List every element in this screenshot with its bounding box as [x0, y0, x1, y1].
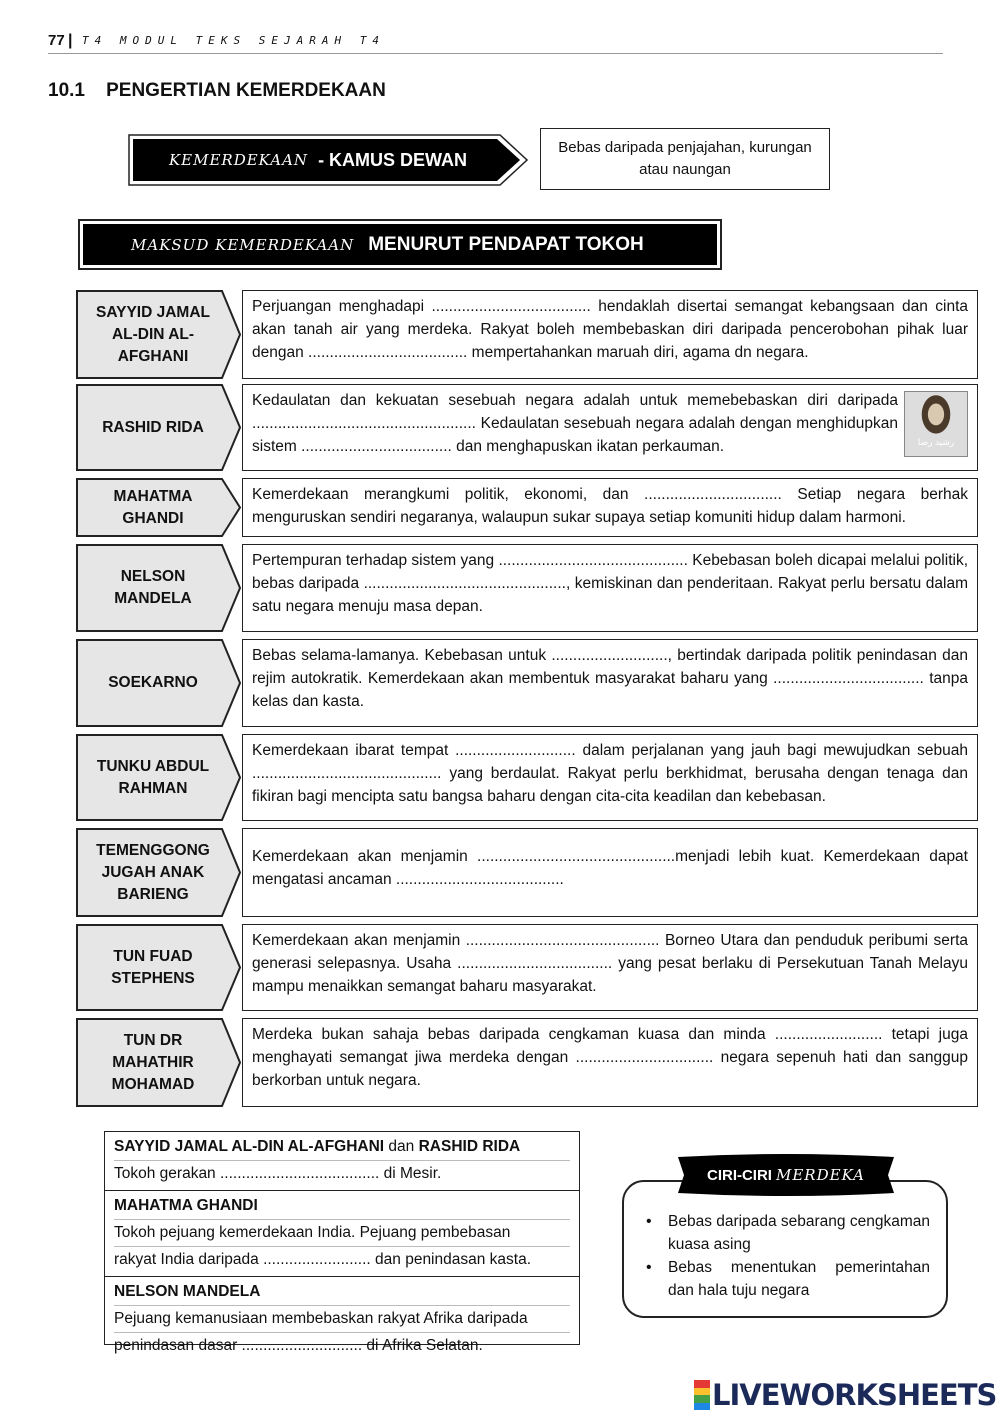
kamus-dewan-arrow	[128, 134, 528, 186]
tokoh-row-jugah	[76, 828, 978, 917]
note-mandela	[105, 1276, 579, 1362]
tokoh-text: Kemerdekaan ibarat tempat ............................ dalam perjalanan yang jauh bagi mewujudkan sebuah ............................................ yang berdaulat. Rakyat perlu berkhidmat, berusaha dengan tenaga dan fikiran bagi mencipta satu bangsa baharu dengan cita-cita keadilan dan kebebasan.	[252, 742, 968, 805]
tokoh-text: Kemerdekaan akan menjamin ............................................. Borneo Utara dan penduduk peribumi serta generasi selepasnya. Usaha .................................... yang pesat berlaku di Persekutuan Tanah Melayu mampu menaikkan semangat baharu masyarakat.	[252, 932, 968, 995]
section-number: 10.1	[48, 80, 85, 101]
tokoh-text: Merdeka bukan sahaja bebas daripada cengkaman kuasa dan minda ......................... tetapi juga menghayati semangat jiwa merdeka dengan ................................ negara sepenuh hati dan sanggup berkorban untuk negara.	[252, 1026, 968, 1089]
tokoh-name: SAYYID JAMAL AL-DIN AL-AFGHANI	[96, 303, 210, 365]
tokoh-description	[242, 734, 978, 821]
tokoh-name: MAHATMA GHANDI	[113, 487, 193, 527]
kamus-script-word: KEMERDEKAAN	[168, 151, 309, 169]
tokoh-row-ghandi	[76, 478, 978, 537]
tokoh-row-tunku	[76, 734, 978, 821]
notes-table	[104, 1131, 580, 1354]
tokoh-name-box	[76, 734, 242, 821]
tokoh-description	[242, 924, 978, 1011]
tokoh-text: Kedaulatan dan kekuatan sesebuah negara adalah untuk memebebaskan diri daripada .................................................... Kedaulatan sesebuah negara adalah dengan menghidupkan sistem ................................... dan menghapuskan ikatan perkauman.	[252, 392, 898, 455]
liveworksheets-watermark	[694, 1378, 996, 1412]
section-heading: PENGERTIAN KEMERDEKAAN	[106, 80, 386, 101]
note-heading: SAYYID JAMAL AL-DIN AL-AFGHANI	[114, 1138, 385, 1155]
tokoh-name-box	[76, 1018, 242, 1107]
tokoh-name: TUN DR MAHATHIR MOHAMAD	[111, 1031, 195, 1093]
maksud-label: MENURUT PENDAPAT TOKOH	[368, 233, 644, 255]
tokoh-name-box	[76, 924, 242, 1011]
note-line: rakyat India daripada ......................... dan penindasan kasta.	[114, 1251, 532, 1268]
note-afghani-rida	[105, 1132, 579, 1190]
tokoh-text: Kemerdekaan merangkumi politik, ekonomi, dan ................................ Setiap negara berhak menguruskan sendiri negaranya, walaupun sukar supaya setiap komuniti hidup dalam harmoni.	[252, 486, 968, 526]
liveworksheets-logo-icon	[694, 1380, 710, 1410]
ciri-label-script: MERDEKA	[775, 1166, 865, 1184]
note-line: Tokoh pejuang kemerdekaan India. Pejuang pembebasan	[114, 1220, 570, 1247]
page-header	[48, 32, 943, 54]
tokoh-description	[242, 290, 978, 379]
maksud-banner	[78, 219, 722, 270]
tokoh-name-box	[76, 384, 242, 471]
tokoh-name: TEMENGGONG JUGAH ANAK BARIENG	[96, 841, 210, 903]
note-heading: RASHID RIDA	[418, 1138, 521, 1155]
tokoh-row-mandela	[76, 544, 978, 632]
tokoh-name: SOEKARNO	[108, 674, 198, 691]
note-ghandi	[105, 1190, 579, 1276]
portrait-caption: رشيد رضا	[917, 437, 955, 447]
tokoh-text: Perjuangan menghadapi ..................................... hendaklah disertai semangat kebangsaan dan cinta akan tanah air yang merdeka. Rakyat boleh membebaskan diri daripada pencerobohan pihak luar dengan ..................................... mempertahankan maruah diri, agama dn negara.	[252, 298, 968, 361]
tokoh-name-box	[76, 544, 242, 632]
ciri-item: • Bebas daripada sebarang cengkaman kuasa asing	[642, 1210, 930, 1256]
tokoh-row-soekarno	[76, 639, 978, 727]
rashid-rida-portrait	[904, 391, 968, 457]
tokoh-name-box	[76, 828, 242, 917]
kamus-definition: Bebas daripada penjajahan, kurungan atau naungan	[540, 128, 830, 190]
tokoh-description	[242, 544, 978, 632]
tokoh-description	[242, 828, 978, 917]
tokoh-text: Kemerdekaan akan menjamin ..............................................menjadi lebih kuat. Kemerdekaan dapat mengatasi ancaman .......................................	[252, 848, 968, 888]
maksud-script-word: MAKSUD KEMERDEKAAN	[131, 235, 355, 254]
tokoh-name: NELSON MANDELA	[114, 568, 192, 607]
tokoh-text: Bebas selama-lamanya. Kebebasan untuk ..........................., bertindak daripada politik penindasan dan rejim autokratik. Kemerdekaan akan membentuk masyarakat baharu yang ................................... tanpa kelas dan kasta.	[252, 647, 968, 710]
tokoh-row-fuad	[76, 924, 978, 1011]
tokoh-name: TUN FUAD STEPHENS	[111, 947, 195, 987]
tokoh-description	[242, 639, 978, 727]
ciri-label-plain: CIRI-CIRI	[706, 1166, 772, 1184]
ciri-list	[642, 1210, 930, 1302]
tokoh-text: Pertempuran terhadap sistem yang ............................................ Kebebasan boleh dicapai melalui politik, bebas daripada ..............................................., kemiskinan dan penderitaan. Rakyat perlu bersatu dalam satu negara menuju masa depan.	[252, 552, 968, 615]
tokoh-name: TUNKU ABDUL RAHMAN	[96, 757, 210, 797]
note-line: penindasan dasar ............................ di Afrika Selatan.	[114, 1337, 483, 1354]
tokoh-row-afghani	[76, 290, 978, 379]
kamus-label: - KAMUS DEWAN	[318, 149, 468, 170]
header-title: T4 MODUL TEKS SEJARAH T4	[82, 34, 385, 47]
tokoh-row-mahathir	[76, 1018, 978, 1107]
ciri-item: • Bebas menentukan pemerintahan dan hala tuju negara	[642, 1256, 930, 1302]
ciri-merdeka-label	[672, 1151, 900, 1199]
section-title	[48, 80, 386, 102]
page-number: 77	[48, 32, 65, 49]
watermark-text: LIVEWORKSHEETS	[712, 1378, 997, 1412]
note-line: Pejuang kemanusiaan membebaskan rakyat Afrika daripada	[114, 1306, 570, 1333]
header-separator: |	[68, 32, 73, 49]
ciri-merdeka-box	[622, 1180, 948, 1318]
tokoh-name: RASHID RIDA	[102, 418, 204, 436]
tokoh-name-box	[76, 290, 242, 379]
tokoh-row-rashid-rida	[76, 384, 978, 471]
tokoh-description	[242, 384, 978, 471]
note-line: Tokoh gerakan ..................................... di Mesir.	[114, 1165, 442, 1182]
note-heading-conjunction: dan	[388, 1138, 415, 1155]
note-heading: NELSON MANDELA	[114, 1279, 570, 1306]
tokoh-description	[242, 478, 978, 537]
tokoh-name-box	[76, 639, 242, 727]
note-heading: MAHATMA GHANDI	[114, 1193, 570, 1220]
tokoh-description	[242, 1018, 978, 1107]
tokoh-name-box	[76, 478, 242, 537]
